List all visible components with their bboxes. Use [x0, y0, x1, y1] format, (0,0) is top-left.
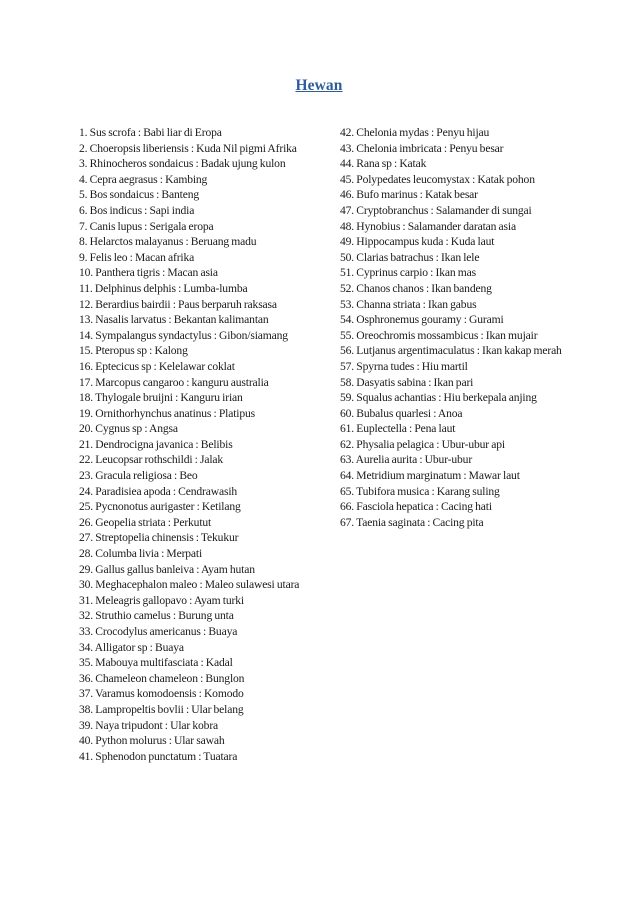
list-item: 5. Bos sondaicus : Banteng	[79, 188, 200, 202]
list-item: 45. Polypedates leucomystax : Katak pohon	[340, 172, 535, 186]
list-item: 37. Varamus komodoensis : Komodo	[79, 687, 244, 701]
list-item: 4. Cepra aegrasus : Kambing	[79, 172, 208, 186]
list-item: 27. Streptopelia chinensis : Tekukur	[79, 531, 239, 545]
list-item: 13. Nasalis larvatus : Bekantan kalimantan	[79, 313, 269, 327]
list-item: 11. Delphinus delphis : Lumba-lumba	[79, 281, 248, 295]
list-item: 17. Marcopus cangaroo : kanguru australia	[79, 375, 269, 389]
list-item: 26. Geopelia striata : Perkutut	[79, 515, 212, 529]
list-item: 48. Hynobius : Salamander daratan asia	[340, 219, 516, 233]
list-item: 8. Helarctos malayanus : Beruang madu	[79, 235, 257, 249]
list-item: 23. Gracula religiosa : Beo	[79, 469, 198, 483]
list-item: 53. Channa striata : Ikan gabus	[340, 297, 477, 311]
list-item: 58. Dasyatis sabina : Ikan pari	[340, 375, 474, 389]
list-item: 62. Physalia pelagica : Ubur-ubur api	[340, 437, 505, 451]
list-item: 10. Panthera tigris : Macan asia	[79, 266, 218, 280]
list-item: 46. Bufo marinus : Katak besar	[340, 188, 478, 202]
list-item: 57. Spyrna tudes : Hiu martil	[340, 359, 468, 373]
list-item: 38. Lampropeltis bovlii : Ular belang	[79, 702, 244, 716]
list-item: 40. Python molurus : Ular sawah	[79, 734, 225, 748]
list-item: 33. Crocodylus americanus : Buaya	[79, 625, 238, 638]
list-item: 59. Squalus achantias : Hiu berkepala anjing	[340, 391, 537, 405]
list-item: 36. Chameleon chameleon : Bunglon	[79, 671, 245, 685]
list-item: 56. Lutjanus argentimaculatus : Ikan kakap merah	[340, 344, 562, 358]
list-item: 2. Choeropsis liberiensis : Kuda Nil pigmi Afrika	[79, 141, 297, 155]
list-item: 15. Pteropus sp : Kalong	[79, 344, 188, 358]
list-item: 49. Hippocampus kuda : Kuda laut	[340, 235, 495, 249]
list-item: 61. Euplectella : Pena laut	[340, 422, 456, 436]
list-item: 42. Chelonia mydas : Penyu hijau	[340, 126, 490, 139]
list-item: 47. Cryptobranchus : Salamander di sungai	[340, 203, 532, 217]
list-item: 65. Tubifora musica : Karang suling	[340, 484, 500, 498]
list-item: 32. Struthio camelus : Burung unta	[79, 609, 234, 623]
list-item: 60. Bubalus quarlesi : Anoa	[340, 406, 463, 420]
list-item: 25. Pycnonotus aurigaster : Ketilang	[79, 500, 241, 514]
list-item: 64. Metridium marginatum : Mawar laut	[340, 469, 520, 483]
list-item: 6. Bos indicus : Sapi india	[79, 203, 195, 217]
list-item: 1. Sus scrofa : Babi liar di Eropa	[79, 126, 222, 139]
list-item: 9. Felis leo : Macan afrika	[79, 250, 195, 264]
list-item: 7. Canis lupus : Serigala eropa	[79, 219, 214, 233]
list-item: 67. Taenia saginata : Cacing pita	[340, 515, 484, 529]
list-item: 51. Cyprinus carpio : Ikan mas	[340, 266, 476, 280]
page-title: Hewan	[295, 77, 343, 94]
list-item: 66. Fasciola hepatica : Cacing hati	[340, 500, 492, 514]
list-item: 12. Berardius bairdii : Paus berparuh raksasa	[79, 297, 277, 311]
animal-list-left-column	[79, 125, 307, 764]
list-item: 39. Naya tripudont : Ular kobra	[79, 718, 219, 732]
list-item: 28. Columba livia : Merpati	[79, 547, 203, 561]
list-item: 16. Eptecicus sp : Kelelawar coklat	[79, 359, 235, 373]
list-item: 18. Thylogale bruijni : Kanguru irian	[79, 391, 243, 405]
list-item: 35. Mabouya multifasciata : Kadal	[79, 656, 233, 670]
list-item: 44. Rana sp : Katak	[340, 157, 427, 171]
list-item: 31. Meleagris gallopavo : Ayam turki	[79, 593, 244, 607]
list-item: 24. Paradisiea apoda : Cendrawasih	[79, 484, 238, 498]
list-item: 20. Cygnus sp : Angsa	[79, 422, 178, 436]
list-item: 21. Dendrocigna javanica : Belibis	[79, 437, 233, 451]
list-item: 34. Alligator sp : Buaya	[79, 640, 184, 654]
list-item: 63. Aurelia aurita : Ubur-ubur	[340, 453, 473, 467]
animal-list-right-column	[340, 125, 562, 530]
list-item: 50. Clarias batrachus : Ikan lele	[340, 250, 480, 264]
list-item: 14. Sympalangus syndactylus : Gibon/siamang	[79, 328, 288, 342]
list-item: 55. Oreochromis mossambicus : Ikan mujair	[340, 328, 538, 342]
list-item: 54. Osphronemus gouramy : Gurami	[340, 313, 504, 327]
list-item: 41. Sphenodon punctatum : Tuatara	[79, 749, 238, 763]
list-item: 22. Leucopsar rothschildi : Jalak	[79, 453, 224, 467]
list-item: 43. Chelonia imbricata : Penyu besar	[340, 141, 504, 155]
list-item: 52. Chanos chanos : Ikan bandeng	[340, 281, 492, 295]
list-item: 30. Meghacephalon maleo : Maleo sulawesi utara	[79, 578, 300, 592]
list-item: 29. Gallus gallus banleiva : Ayam hutan	[79, 562, 255, 576]
list-item: 3. Rhinocheros sondaicus : Badak ujung kulon	[79, 157, 286, 171]
list-item: 19. Ornithorhynchus anatinus : Platipus	[79, 406, 256, 420]
